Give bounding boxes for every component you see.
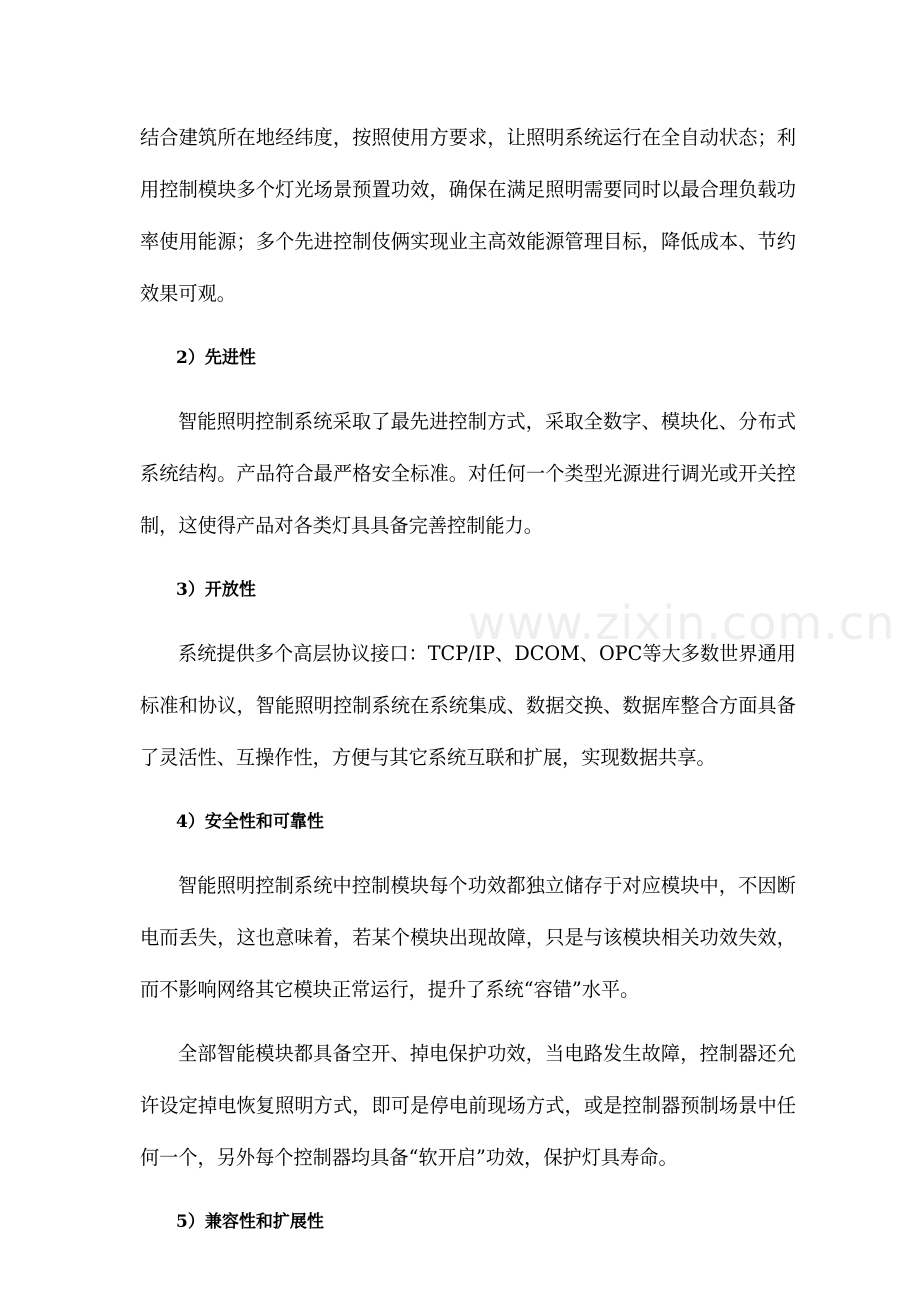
section-heading-safety: 4）安全性和可靠性 — [176, 812, 324, 832]
section-paragraph-openness: 系统提供多个高层协议接口：TCP/IP、DCOM、OPC等大多数世界通用标准和协议，智能照明控制系统在系统集成、数据交换、数据库整合方面具备了灵活性、互操作性，方便与其它系统互联和扩展，实现数据共享。 — [140, 642, 796, 769]
section-paragraph-safety-1: 智能照明控制系统中控制模块每个功效都独立储存于对应模块中，不因断电而丢失，这也意味着，若某个模块出现故障，只是与该模块相关功效失效，而不影响网络其它模块正常运行，提升了系统“容错”水平。 — [140, 874, 796, 1001]
section-heading-openness: 3）开放性 — [176, 580, 256, 600]
section-heading-advanced: 2）先进性 — [176, 348, 256, 368]
section-heading-compatibility: 5）兼容性和扩展性 — [176, 1212, 324, 1232]
section-paragraph-safety-2: 全部智能模块都具备空开、掉电保护功效，当电路发生故障，控制器还允许设定掉电恢复照明方式，即可是停电前现场方式，或是控制器预制场景中任何一个，另外每个控制器均具备“软开启”功效，保护灯具寿命。 — [140, 1042, 796, 1169]
watermark: www.zixin.com.cn — [468, 596, 896, 650]
intro-paragraph: 结合建筑所在地经纬度，按照使用方要求，让照明系统运行在全自动状态；利用控制模块多个灯光场景预置功效，确保在满足照明需要同时以最合理负载功率使用能源；多个先进控制伎俩实现业主高效能源管理目标，降低成本、节约效果可观。 — [140, 126, 796, 305]
document-body — [140, 112, 796, 1248]
section-paragraph-advanced: 智能照明控制系统采取了最先进控制方式，采取全数字、模块化、分布式系统结构。产品符合最严格安全标准。对任何一个类型光源进行调光或开关控制，这使得产品对各类灯具具备完善控制能力。 — [140, 410, 796, 537]
